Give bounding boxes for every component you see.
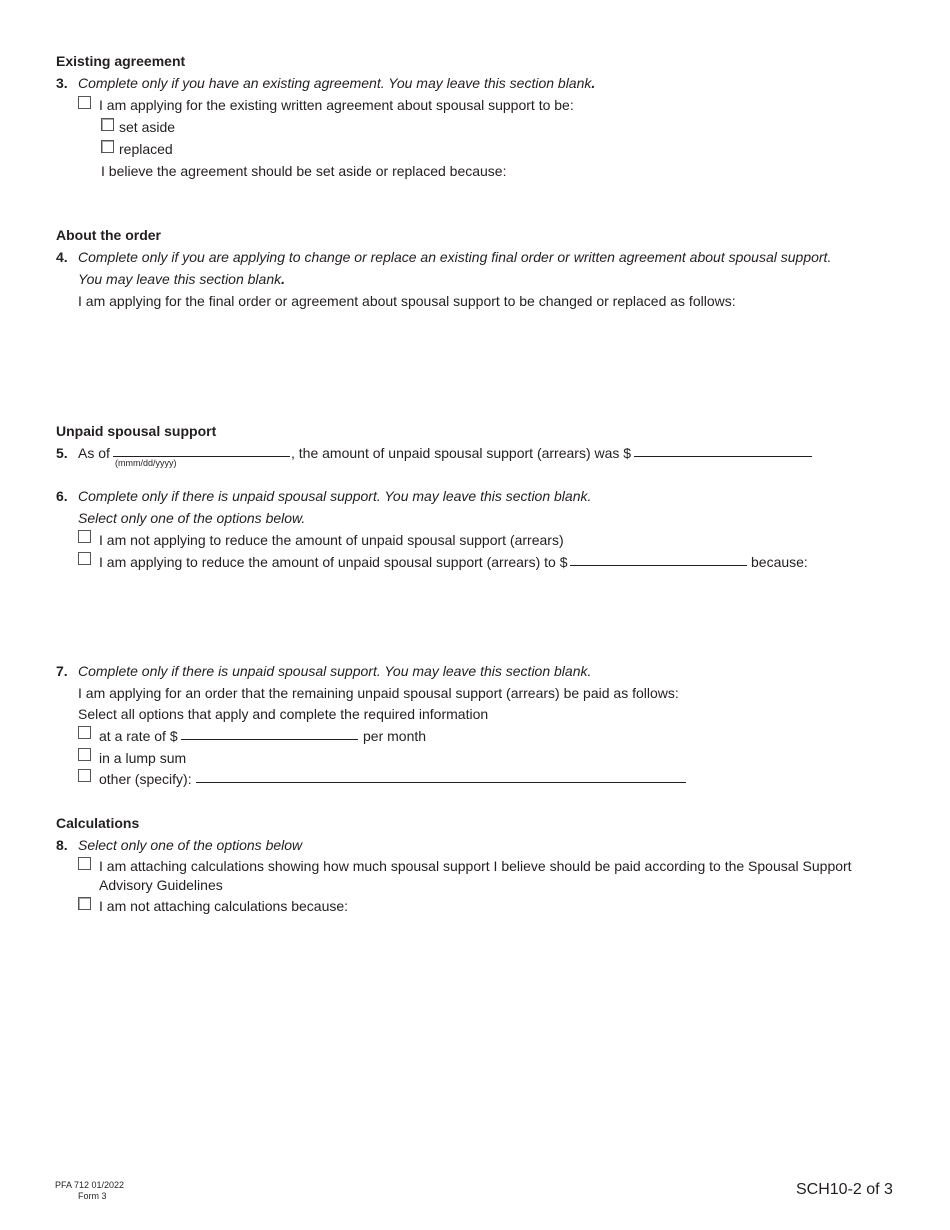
date-format-hint: (mmm/dd/yyyy) xyxy=(115,458,177,468)
item-number-5: 5. xyxy=(56,445,68,461)
option-lump-sum: in a lump sum xyxy=(99,750,187,766)
item-number-4: 4. xyxy=(56,249,68,265)
option-rate: at a rate of $ xyxy=(99,728,178,744)
not-attaching-reason-field[interactable] xyxy=(99,918,889,1078)
rate-amount-field[interactable] xyxy=(181,739,358,740)
per-month-label: per month xyxy=(363,728,427,744)
checkbox-replaced[interactable] xyxy=(101,140,114,153)
option-not-attaching: I am not attaching calculations because: xyxy=(99,898,349,914)
checkbox-reduce[interactable] xyxy=(78,552,91,565)
text-7-line2: Select all options that apply and complete the required information xyxy=(78,706,489,722)
item-number-8: 8. xyxy=(56,837,68,853)
option-other: other (specify): xyxy=(99,771,192,787)
checkbox-other[interactable] xyxy=(78,769,91,782)
because-label-6: because: xyxy=(751,554,808,570)
as-of-label: As of xyxy=(78,445,110,461)
option-replaced: replaced xyxy=(119,141,173,157)
reason-label-3: I believe the agreement should be set aside or replaced because: xyxy=(101,163,507,179)
checkbox-attaching-calculations[interactable] xyxy=(78,857,91,870)
date-field-5[interactable] xyxy=(113,456,290,457)
checkbox-existing-agreement[interactable] xyxy=(78,96,91,109)
instruction-7: Complete only if there is unpaid spousal support. You may leave this section blank. xyxy=(78,663,592,679)
option-reduce: I am applying to reduce the amount of unpaid spousal support (arrears) to $ xyxy=(99,554,568,570)
instruction-8: Select only one of the options below xyxy=(78,837,303,853)
reason-field-3[interactable] xyxy=(101,182,891,218)
option-set-aside: set aside xyxy=(119,119,176,135)
instruction-3: Complete only if you have an existing agreement. You may leave this section blank. xyxy=(78,75,596,91)
option-attaching-line1: I am attaching calculations showing how much spousal support I believe should be paid according to the Spousal Support xyxy=(99,858,852,874)
item-number-6: 6. xyxy=(56,488,68,504)
reduced-amount-field[interactable] xyxy=(570,565,747,566)
checkbox-rate[interactable] xyxy=(78,726,91,739)
checkbox-not-reduce[interactable] xyxy=(78,530,91,543)
instruction-6-line1: Complete only if there is unpaid spousal support. You may leave this section blank. xyxy=(78,488,592,504)
option-existing-agreement: I am applying for the existing written agreement about spousal support to be: xyxy=(99,97,574,113)
arrears-amount-label: , the amount of unpaid spousal support (arrears) was $ xyxy=(291,445,632,461)
instruction-4-line1: Complete only if you are applying to change or replace an existing final order or written agreement about spousal support. xyxy=(78,249,832,265)
form-code: PFA 712 01/2022 xyxy=(55,1180,125,1190)
option-attaching-line2: Advisory Guidelines xyxy=(99,877,223,893)
arrears-amount-field[interactable] xyxy=(634,456,812,457)
section-heading-about-order: About the order xyxy=(56,227,161,243)
section-heading-existing-agreement: Existing agreement xyxy=(56,53,186,69)
item-number-7: 7. xyxy=(56,663,68,679)
checkbox-not-attaching[interactable] xyxy=(78,897,91,910)
instruction-6-line2: Select only one of the options below. xyxy=(78,510,306,526)
item-number-3: 3. xyxy=(56,75,68,91)
other-specify-field[interactable] xyxy=(196,782,686,783)
text-4: I am applying for the final order or agreement about spousal support to be changed or replaced as follows: xyxy=(78,293,736,309)
instruction-4-line2: You may leave this section blank. xyxy=(78,271,286,287)
page-number: SCH10-2 of 3 xyxy=(796,1181,893,1198)
section-heading-calculations: Calculations xyxy=(56,815,140,831)
reduce-reason-field-6[interactable] xyxy=(99,574,889,654)
checkbox-set-aside[interactable] xyxy=(101,118,114,131)
text-7-line1: I am applying for an order that the remaining unpaid spousal support (arrears) be paid as follows: xyxy=(78,685,679,701)
form-name: Form 3 xyxy=(78,1191,107,1201)
option-not-reduce: I am not applying to reduce the amount of unpaid spousal support (arrears) xyxy=(99,532,564,548)
section-heading-unpaid-support: Unpaid spousal support xyxy=(56,423,217,439)
checkbox-lump-sum[interactable] xyxy=(78,748,91,761)
change-details-field-4[interactable] xyxy=(78,312,888,412)
